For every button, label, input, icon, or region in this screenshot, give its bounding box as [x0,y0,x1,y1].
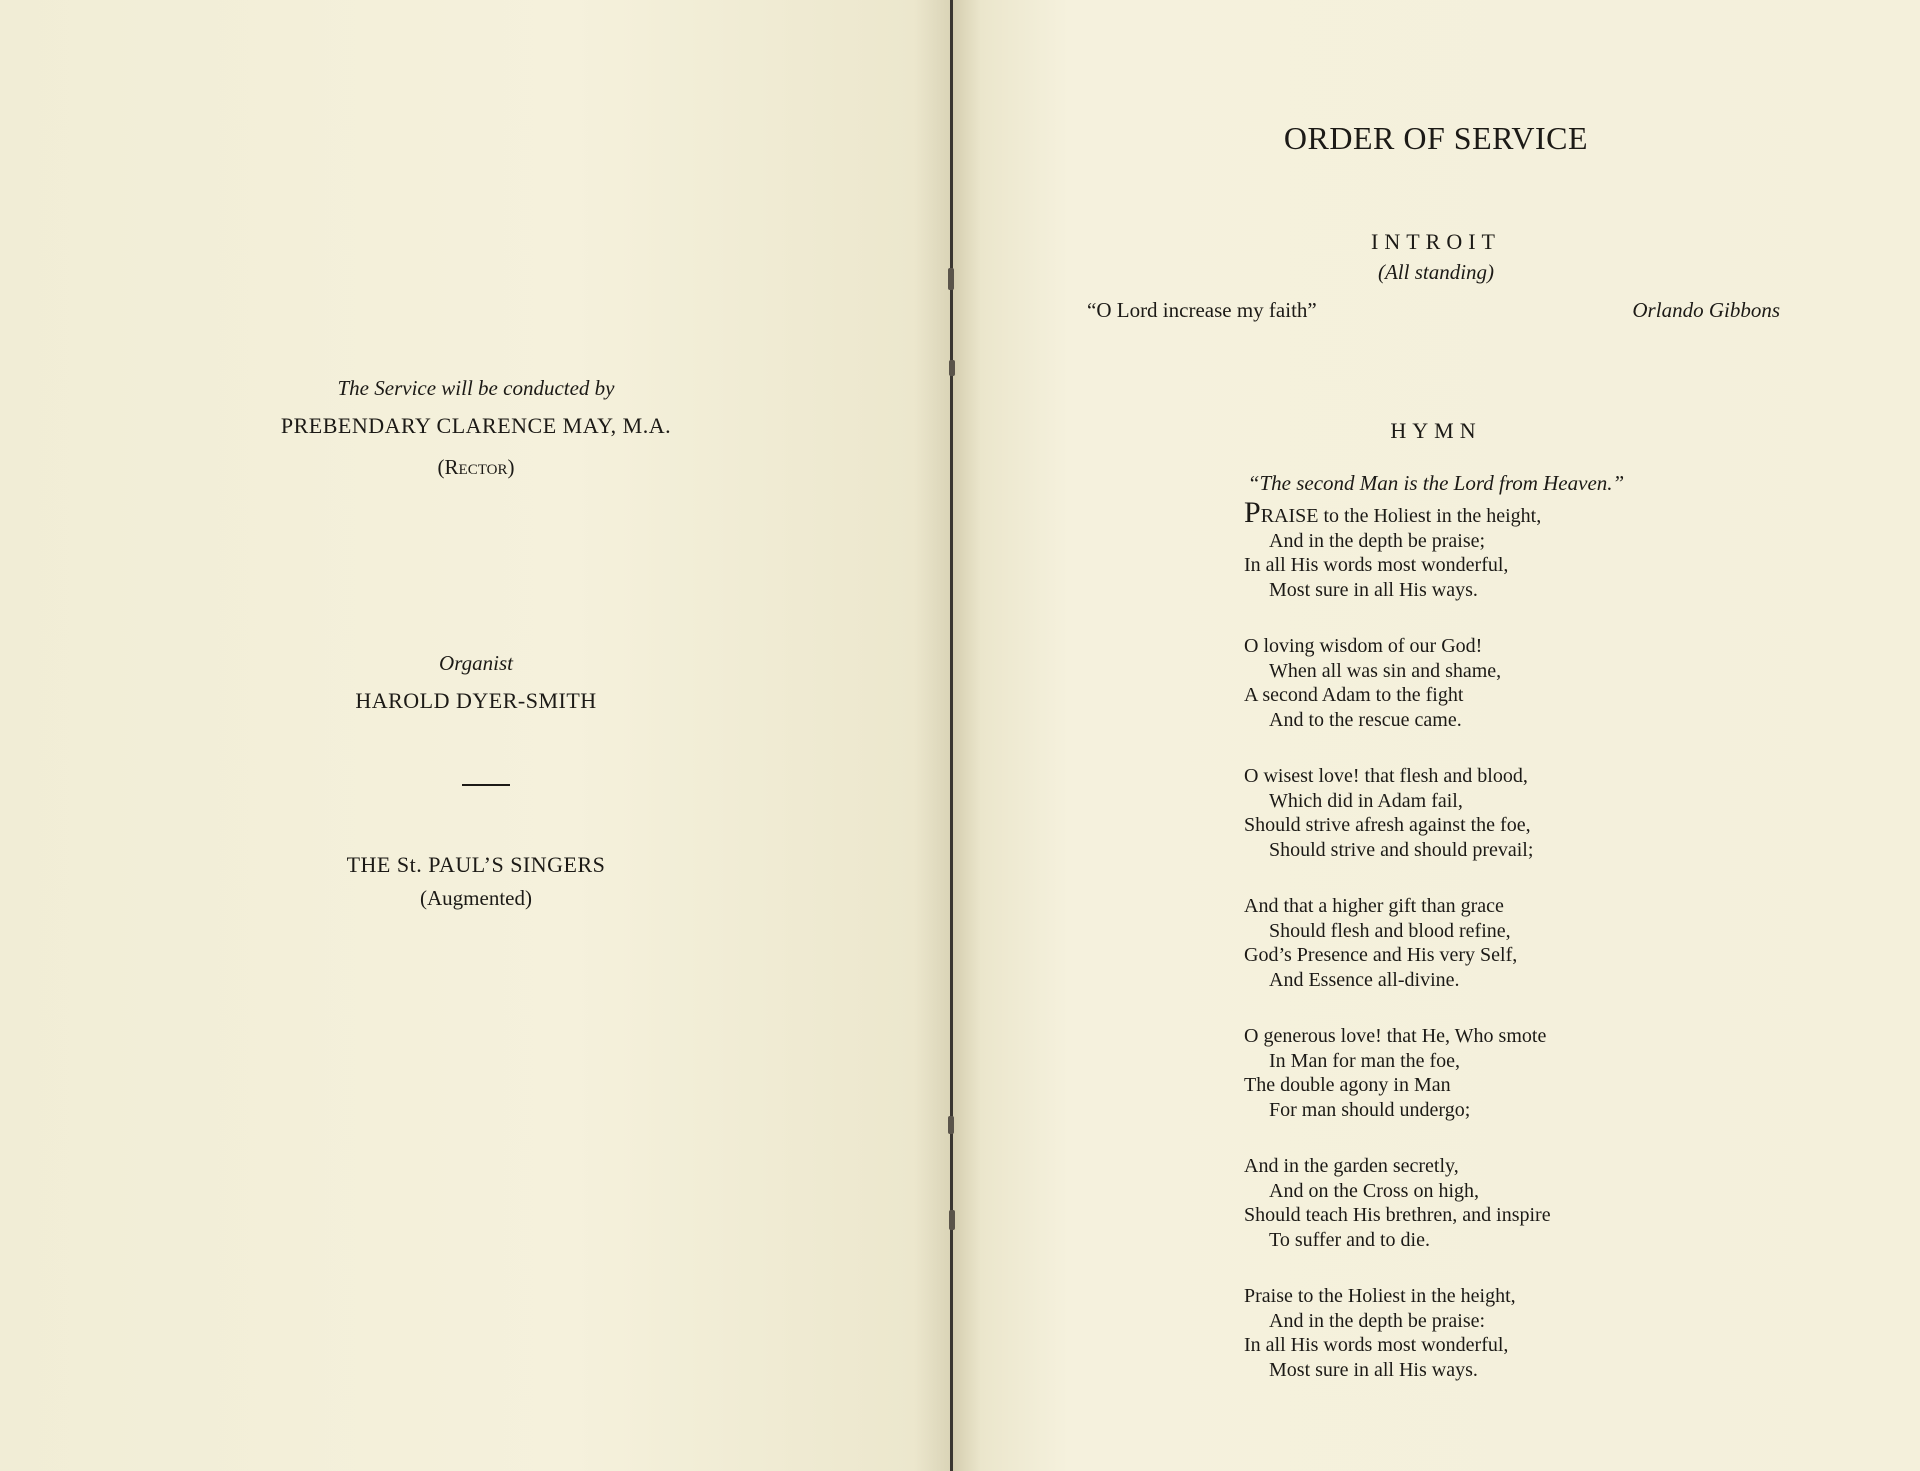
hymn-verse [1244,634,1704,732]
drop-cap: P [1244,496,1261,529]
hymn-line: And in the depth be praise: [1269,1309,1486,1332]
hymn-line: For man should undergo; [1269,1098,1471,1121]
introit-heading: INTROIT [1371,229,1501,254]
singers-name: THE St. PAUL’S SINGERS [346,852,606,877]
hymn-line: Praise to the Holiest in the height, [1244,1285,1516,1307]
hymn-line: O generous love! that He, Who smote [1244,1025,1547,1047]
organist-name: HAROLD DYER-SMITH [355,688,597,713]
introit-instruction: (All standing) [1377,260,1495,284]
conductor-role: (Rector) [437,455,515,479]
organist-label: Organist [439,651,513,675]
hymn-verse [1244,1154,1704,1252]
hymn-line: PRAISE to the Holiest in the height, [1244,496,1542,529]
hymn-line: When all was sin and shame, [1269,659,1502,682]
hymn-line: Most sure in all His ways. [1269,578,1478,601]
hymn-line: Should flesh and blood refine, [1269,919,1511,942]
hymn-epigraph: “The second Man is the Lord from Heaven.” [1247,471,1625,495]
left-page [0,0,952,1471]
order-of-service-title: ORDER OF SERVICE [1283,120,1589,156]
conductor-name: PREBENDARY CLARENCE MAY, M.A. [280,413,672,438]
divider-rule [462,784,510,786]
hymn-line: In all His words most wonderful, [1244,554,1509,576]
introit-composer: Orlando Gibbons [1632,298,1780,322]
hymn-line: And Essence all-divine. [1269,968,1460,991]
hymn-line: Most sure in all His ways. [1269,1358,1478,1381]
hymn-verse [1244,1284,1704,1382]
hymn-verse [1244,496,1704,602]
hymn-line: God’s Presence and His very Self, [1244,944,1518,966]
hymn-line: The double agony in Man [1244,1074,1451,1096]
hymn-line: O wisest love! that flesh and blood, [1244,765,1528,787]
hymn-verse [1244,894,1704,992]
binding-stitch [948,1116,954,1134]
hymn-line: And that a higher gift than grace [1244,895,1504,917]
hymn-line: In Man for man the foe, [1269,1049,1461,1072]
hymn-heading: HYMN [1390,418,1482,443]
hymn-text [1244,496,1704,1414]
hymn-verse [1244,764,1704,862]
hymn-line: A second Adam to the fight [1244,684,1464,706]
hymn-line: And in the depth be praise; [1269,529,1486,552]
hymn-line: And on the Cross on high, [1269,1179,1479,1202]
binding-stitch [949,1210,955,1230]
hymn-line: To suffer and to die. [1269,1228,1430,1251]
introit-piece: “O Lord increase my faith” [1087,298,1317,322]
book-spine [950,0,953,1471]
binding-stitch [949,360,955,376]
conducted-by-text: The Service will be conducted by [337,376,615,400]
hymn-line: Should strive and should prevail; [1269,838,1534,861]
hymn-line: Which did in Adam fail, [1269,789,1463,812]
hymn-line: Should strive afresh against the foe, [1244,814,1531,836]
hymn-line: Should teach His brethren, and inspire [1244,1204,1551,1226]
hymn-verse [1244,1024,1704,1122]
hymn-line: O loving wisdom of our God! [1244,635,1483,657]
singers-note: (Augmented) [420,886,532,910]
hymn-line: In all His words most wonderful, [1244,1334,1509,1356]
hymn-line: And in the garden secretly, [1244,1155,1459,1177]
hymn-line: And to the rescue came. [1269,708,1462,731]
